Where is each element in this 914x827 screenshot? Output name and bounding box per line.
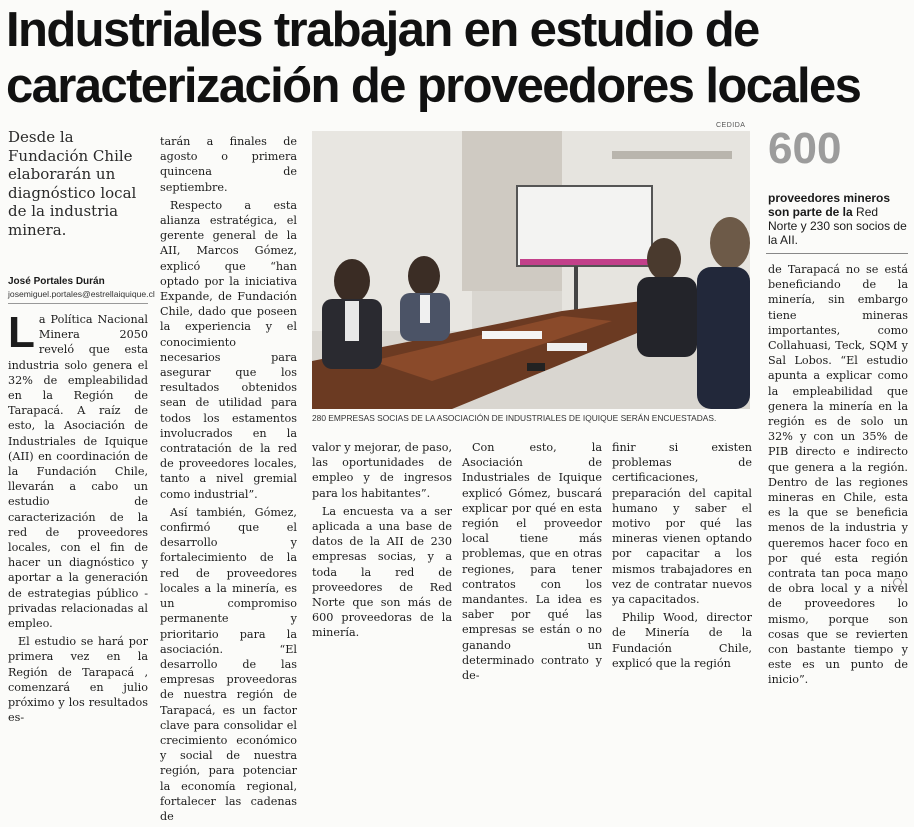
byline-email[interactable]: josemiguel.portales@estrellaiquique.cl: [8, 289, 155, 299]
stat-number: 600: [768, 124, 842, 173]
headline-line-1: Industriales trabajan en estudio de: [6, 3, 759, 57]
body-column-4: [462, 440, 602, 686]
stat-rule: [766, 253, 908, 254]
body-column-5: [612, 440, 752, 674]
paragraph: Así también, Gómez, confirmó que el desarrollo y fortalecimiento de la red de proveedores locales a la minería, es un compromiso permanente y prioritario para la asociación. “El desarrollo de las empresas proveedoras de nuestra región de Tarapacá, es un factor clave para consolidar el crecimiento económico y social de nuestra región, para potenciar la economía regional, fortalecer las cadenas de: [160, 505, 297, 823]
byline-author: José Portales Durán: [8, 276, 105, 287]
paragraph: Respecto a esta alianza estratégica, el gerente general de la AII, Marcos Gómez, explicó que “han optado por la iniciativa Expande, de Fundación Chile, dado que poseen la experiencia y el conocimiento necesarios para asegurar que los resultados obtenidos sean de utilidad para todos los estamentos involucrados en la contratación de la red de proveedores locales, tanto a nivel gremial como industrial”.: [160, 198, 297, 501]
photo-credit: CEDIDA: [716, 122, 746, 129]
body-column-6: [768, 262, 908, 691]
end-mark-icon: [893, 578, 902, 587]
drop-cap: L: [8, 308, 35, 357]
paragraph: Con esto, la Asociación de Industriales de Iquique explicó Gómez, buscará explicar por qué en esta región el proveedor local tiene más problemas, que en otras regiones, para tener contratos con los mandantes. La idea es saber por qué las empresas se están o no ganando un determinado contrato y de-: [462, 441, 602, 683]
meeting-photo-illustration: [312, 131, 750, 409]
deck: Desde la Fundación Chile elaborarán un diagnóstico local de la industria minera.: [8, 128, 137, 239]
meeting-photo: [312, 131, 750, 409]
paragraph: finir si existen problemas de certificaciones, preparación del capital humano y saber el motivo por qué las mineras vienen optando por capacitar a los mismos trabajadores en vez de contratar nuevos ya capacitados.: [612, 441, 752, 607]
paragraph: valor y mejorar, de paso, las oportunidades de empleo y de ingresos para los habitantes”.: [312, 441, 452, 500]
photo-caption: 280 EMPRESAS SOCIAS DE LA ASOCIACIÓN DE INDUSTRIALES DE IQUIQUE SERÁN ENCUESTADAS.: [312, 413, 717, 423]
paragraph: tarán a finales de agosto o primera quincena de septiembre.: [160, 135, 297, 194]
paragraph: La encuesta va a ser aplicada a una base de datos de la AII de 230 empresas socias, y a toda la red de proveedores de Red Norte que son más de 600 proveedoras de la minería.: [312, 504, 452, 640]
headline: [6, 2, 911, 114]
body-column-2: [160, 134, 297, 827]
paragraph: Philip Wood, director de Minería de la Fundación Chile, explicó que la región: [612, 611, 752, 670]
stat-description: [768, 191, 908, 247]
body-column-1: [8, 308, 148, 728]
headline-line-2: caracterización de proveedores locales: [6, 59, 861, 113]
body-column-3: [312, 440, 452, 644]
byline-rule: [8, 303, 148, 304]
stat-description-rest: Red Norte y 230 son socios de la AII.: [768, 205, 907, 247]
paragraph: El estudio se hará por primera vez en la Región de Tarapacá , comenzará en julio próximo y los resultados es-: [8, 635, 148, 725]
stat-description-bold: proveedores mineros son parte de la: [768, 191, 891, 219]
paragraph: de Tarapacá no se está beneficiando de la minería, sin embargo tiene mineras importantes, como Collahuasi, Teck, SQM y Sal Lobos. “El estudio apunta a explicar como la empleabilidad que genera la minería en la región es de solo un 32% y con un 35% de PIB directo e indirecto que genera a la región. Dentro de las regiones mineras en Chile, esta es la que se beneficia menos de la industria y queremos hacer foco en por qué esta región contrata tan poca mano de obra local y a nivel de proveedores lo mismo, porque son cosas que se revierten con bastante tiempo y este es un punto de inicio”.: [768, 263, 908, 687]
paragraph: La Política Nacional Minera 2050 reveló que esta industria solo genera el 32% de empleabilidad en la Región de Tarapacá. A raíz de esto, la Asociación de Industriales de Iquique (AII) en coordinación de la Fundación Chile, llevarán a cabo un estudio de caracterización de la red de proveedores locales, con el fin de hacer un diagnóstico y aportar a la generación de estrategias público - privadas relacionadas al empleo.: [8, 308, 148, 631]
